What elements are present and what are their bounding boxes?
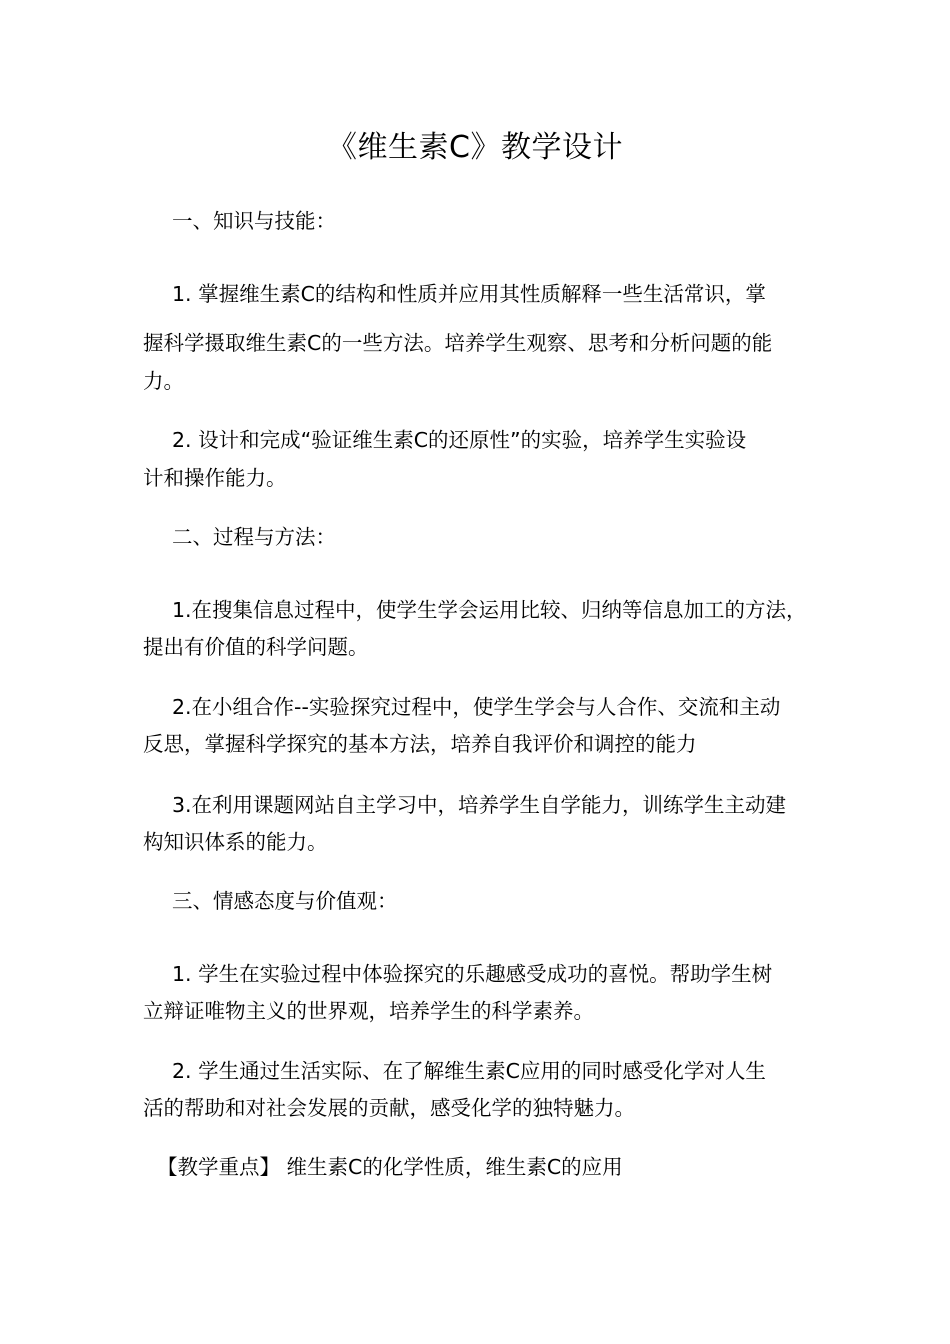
paragraph-line: 2. 设计和完成“验证维生素C的还原性”的实验，培养学生实验设: [172, 428, 747, 452]
paragraph-line: 提出有价值的科学问题。: [143, 635, 369, 659]
document-title: 《维生素C》教学设计: [327, 130, 623, 165]
paragraph-line: 活的帮助和对社会发展的贡献，感受化学的独特魅力。: [143, 1096, 635, 1120]
paragraph-line: 1. 掌握维生素C的结构和性质并应用其性质解释一些生活常识，掌: [172, 282, 766, 306]
paragraph-line: 2. 学生通过生活实际、在了解维生素C应用的同时感受化学对人生: [172, 1059, 766, 1083]
paragraph-line: 2.在小组合作--实验探究过程中，使学生学会与人合作、交流和主动: [172, 695, 781, 719]
section-heading: 二、过程与方法：: [172, 525, 336, 549]
section-heading: 三、情感态度与价值观：: [172, 889, 398, 913]
paragraph-line: 反思，掌握科学探究的基本方法，培养自我评价和调控的能力: [143, 732, 697, 756]
section-heading: 一、知识与技能：: [172, 209, 336, 233]
paragraph-line: 握科学摄取维生素C的一些方法。培养学生观察、思考和分析问题的能: [143, 331, 773, 355]
paragraph-line: 3.在利用课题网站自主学习中，培养学生自学能力，训练学生主动建: [172, 793, 787, 817]
paragraph-line: 构知识体系的能力。: [143, 830, 328, 854]
paragraph-line: 立辩证唯物主义的世界观，培养学生的科学素养。: [143, 999, 594, 1023]
paragraph-line: 1.在搜集信息过程中，使学生学会运用比较、归纳等信息加工的方法，: [172, 598, 807, 622]
paragraph-line: 1. 学生在实验过程中体验探究的乐趣感受成功的喜悦。帮助学生树: [172, 962, 773, 986]
teaching-focus: 【教学重点】 维生素C的化学性质，维生素C的应用: [157, 1155, 623, 1179]
paragraph-line: 力。: [143, 369, 184, 393]
paragraph-line: 计和操作能力。: [143, 466, 287, 490]
